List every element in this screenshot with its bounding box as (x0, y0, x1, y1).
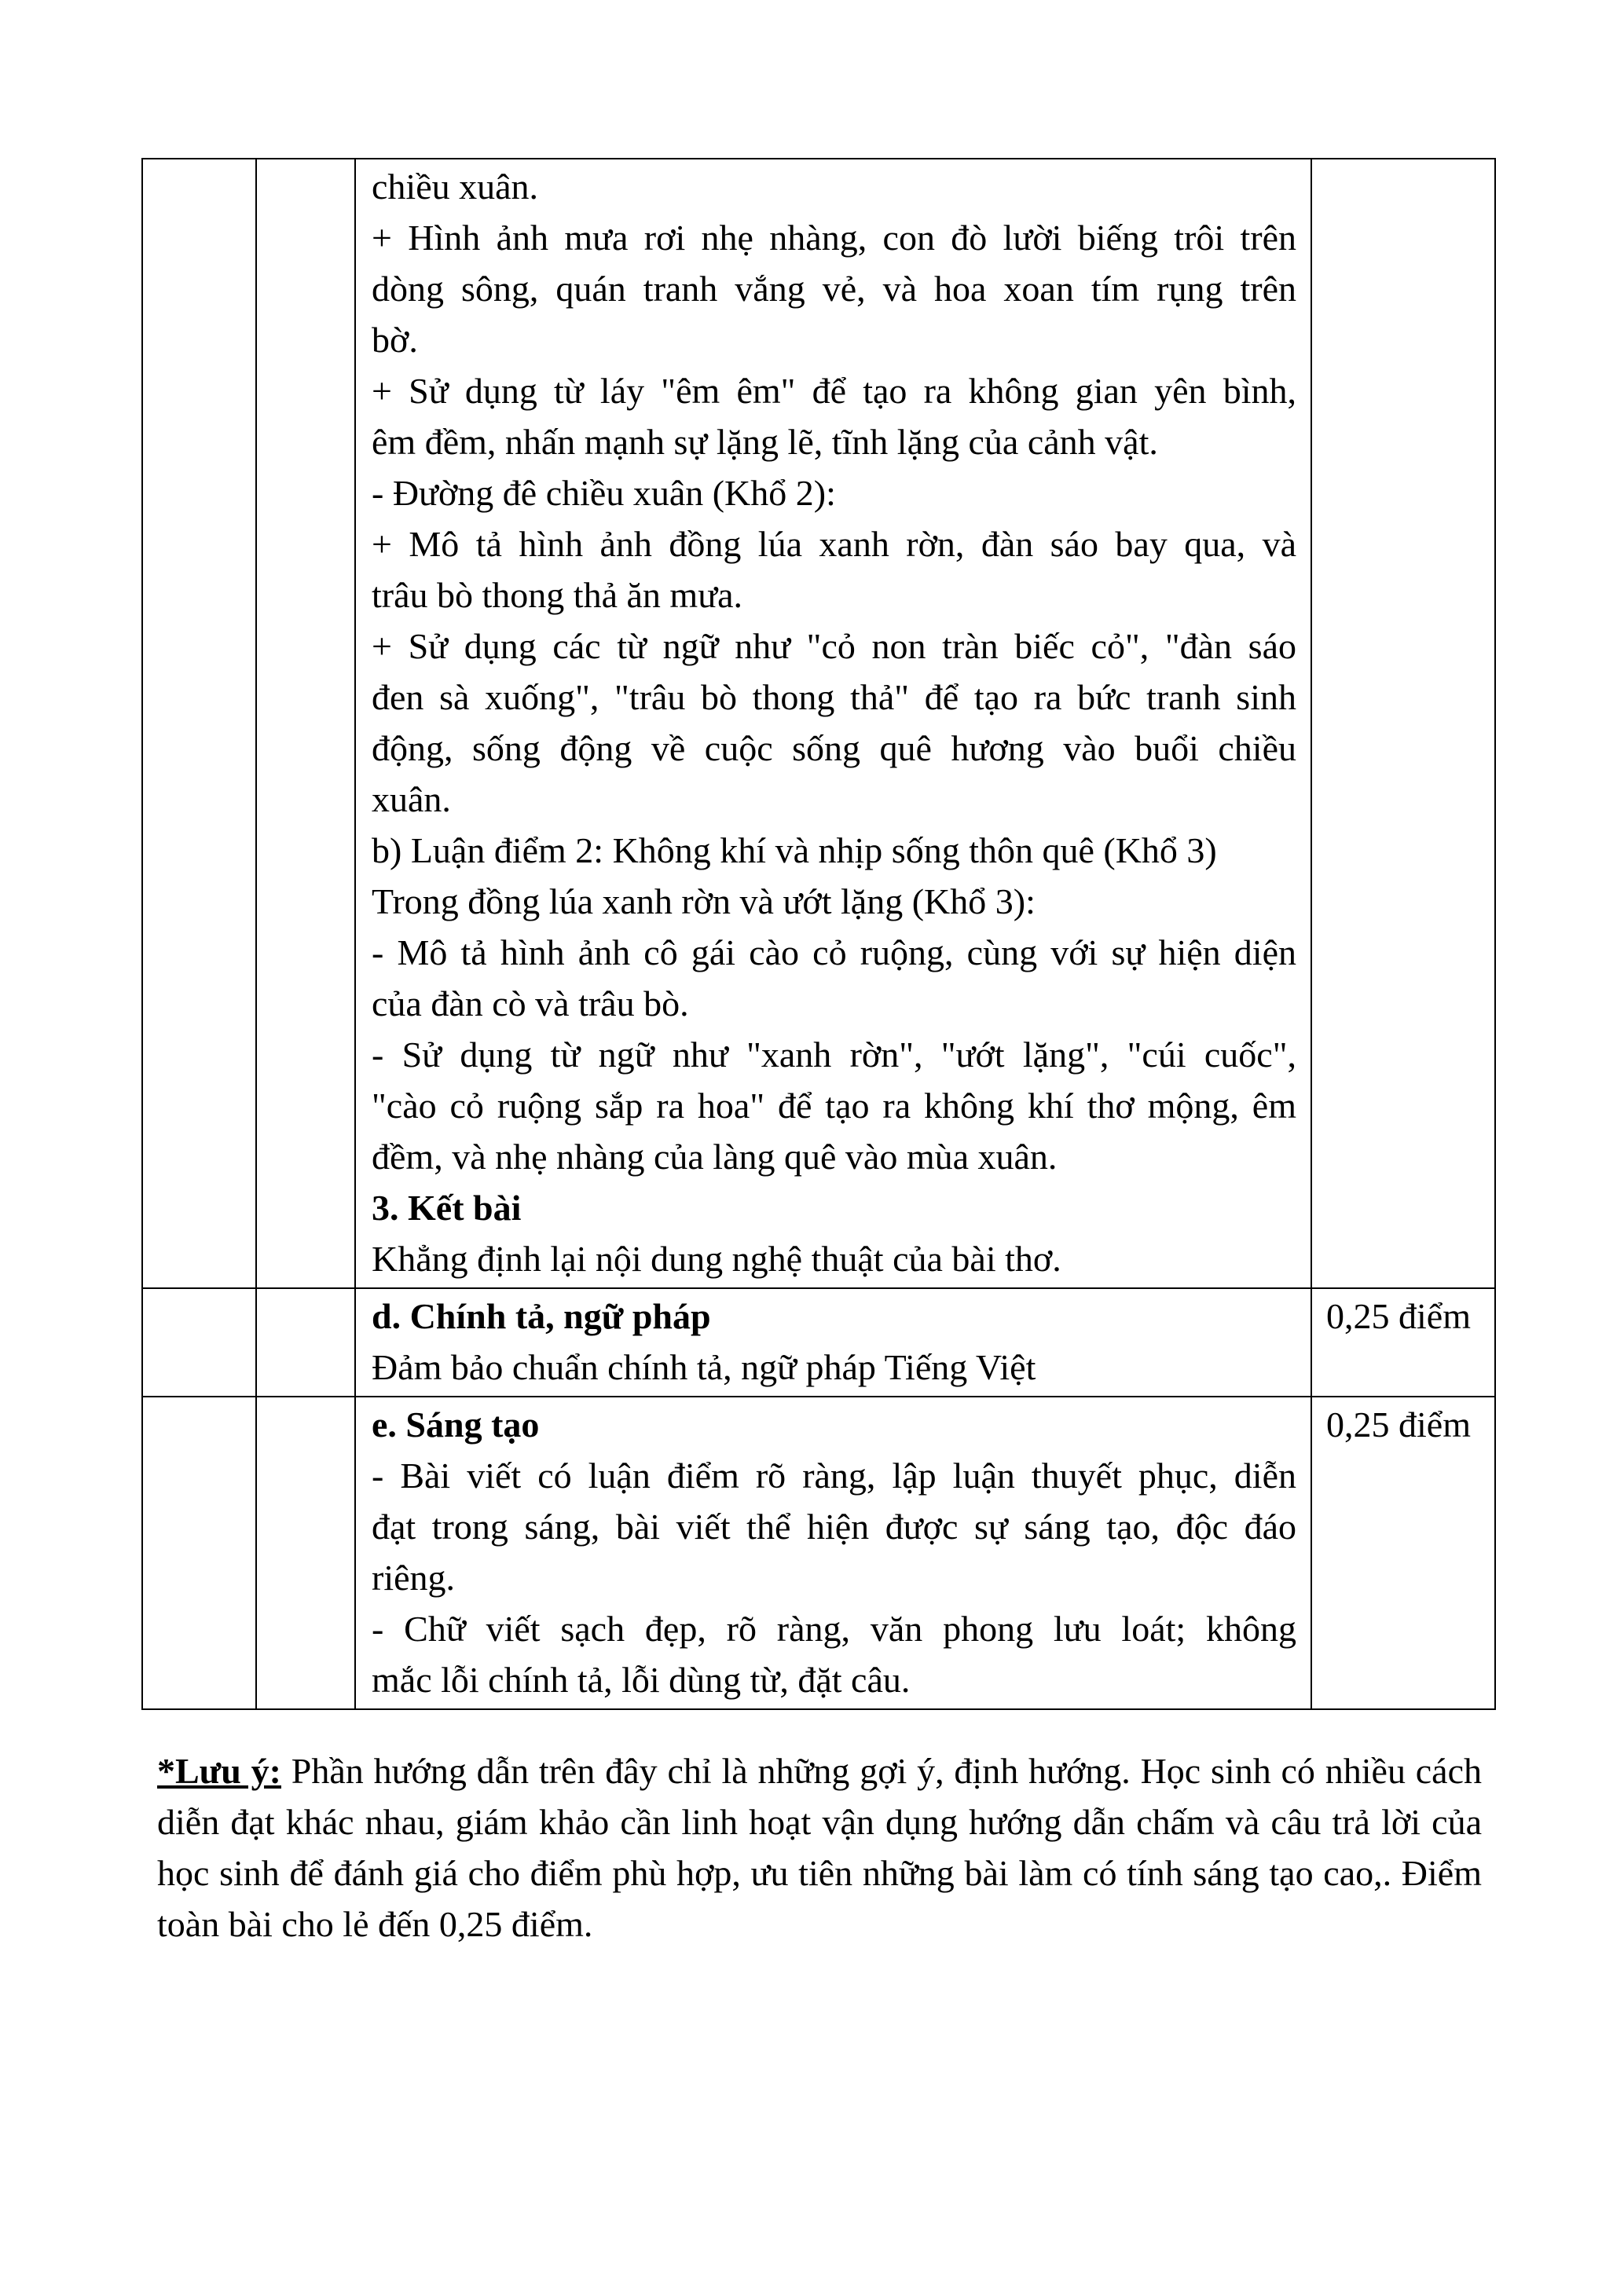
text-line: chiều xuân. (372, 167, 539, 207)
criterion-heading-e: e. Sáng tạo (372, 1404, 540, 1445)
cell-content-e (355, 1397, 1311, 1709)
cell-question (142, 159, 256, 1288)
text-line: của đàn cò và trâu bò. (372, 983, 689, 1023)
text-line: + Sử dụng các từ ngữ như "cỏ non tràn biếc cỏ", "đàn sáo (372, 626, 1296, 666)
cell-section (256, 1288, 355, 1397)
table-row-main (142, 159, 1495, 1288)
text-line: mắc lỗi chính tả, lỗi dùng từ, đặt câu. (372, 1660, 911, 1700)
text-line: riêng. (372, 1558, 456, 1598)
text-line: đen sà xuống", "trâu bò thong thả" để tạo ra bức tranh sinh (372, 677, 1296, 717)
cell-question (142, 1288, 256, 1397)
cell-section (256, 159, 355, 1288)
text-line: đạt trong sáng, bài viết thể hiện được sự sáng tạo, độc đáo (372, 1507, 1296, 1547)
text-line: bờ. (372, 320, 418, 360)
text-line: - Đường đê chiều xuân (Khổ 2): (372, 473, 836, 513)
score-d: 0,25 điểm (1311, 1288, 1495, 1397)
text-line: + Hình ảnh mưa rơi nhẹ nhàng, con đò lười biếng trôi trên (372, 218, 1296, 258)
text-line: dòng sông, quán tranh vắng vẻ, và hoa xoan tím rụng trên (372, 269, 1296, 309)
text-line: b) Luận điểm 2: Không khí và nhịp sống thôn quê (Khổ 3) (372, 830, 1217, 870)
e-lines (372, 1450, 1296, 1705)
text-line: trâu bò thong thả ăn mưa. (372, 575, 743, 615)
text-line: "cào cỏ ruộng sắp ra hoa" để tạo ra không khí thơ mộng, êm (372, 1086, 1296, 1126)
conclusion-heading: 3. Kết bài (372, 1188, 522, 1228)
footnote-text: Phần hướng dẫn trên đây chỉ là những gợi ý, định hướng. Học sinh có nhiều cách diễn đạt khác nhau, giám khảo cần linh hoạt vận dụng hướng dẫn chấm và câu trả lời của học sinh để đánh giá cho điểm phù hợp, ưu tiên những bài làm có tính sáng tạo cao,. Điểm toàn bài cho lẻ đến 0,25 điểm. (157, 1751, 1482, 1944)
text-line: - Chữ viết sạch đẹp, rõ ràng, văn phong lưu loát; không (372, 1609, 1296, 1649)
text-line: Trong đồng lúa xanh rờn và ướt lặng (Khổ 3): (372, 881, 1036, 921)
text-line: xuân. (372, 779, 451, 819)
cell-content-main (355, 159, 1311, 1288)
text-line: - Bài viết có luận điểm rõ ràng, lập luận thuyết phục, diễn (372, 1456, 1296, 1496)
text-line: động, sống động về cuộc sống quê hương vào buổi chiều (372, 728, 1296, 768)
text-line: êm đềm, nhấn mạnh sự lặng lẽ, tĩnh lặng của cảnh vật. (372, 422, 1158, 462)
cell-section (256, 1397, 355, 1709)
text-line: đềm, và nhẹ nhàng của làng quê vào mùa xuân. (372, 1137, 1058, 1177)
main-lines (372, 161, 1296, 1182)
conclusion-text: Khẳng định lại nội dung nghệ thuật của bài thơ. (372, 1239, 1061, 1279)
footnote (157, 1745, 1482, 1950)
cell-score-main (1311, 159, 1495, 1288)
table-row-d (142, 1288, 1495, 1397)
text-line: - Mô tả hình ảnh cô gái cào cỏ ruộng, cùng với sự hiện diện (372, 932, 1296, 972)
grading-table (141, 158, 1496, 1710)
criterion-heading-d: d. Chính tả, ngữ pháp (372, 1296, 711, 1336)
text-line: + Sử dụng từ láy "êm êm" để tạo ra không gian yên bình, (372, 371, 1296, 411)
text-line: + Mô tả hình ảnh đồng lúa xanh rờn, đàn sáo bay qua, và (372, 524, 1296, 564)
score-e: 0,25 điểm (1311, 1397, 1495, 1709)
cell-question (142, 1397, 256, 1709)
criterion-text-d: Đảm bảo chuẩn chính tả, ngữ pháp Tiếng Việt (372, 1347, 1036, 1387)
cell-content-d (355, 1288, 1311, 1397)
text-line: - Sử dụng từ ngữ như "xanh rờn", "ướt lặng", "cúi cuốc", (372, 1034, 1296, 1075)
footnote-label: *Lưu ý: (157, 1751, 281, 1791)
table-row-e (142, 1397, 1495, 1709)
